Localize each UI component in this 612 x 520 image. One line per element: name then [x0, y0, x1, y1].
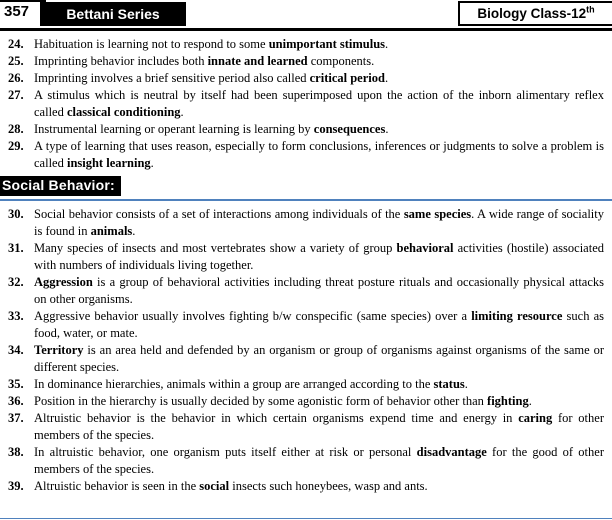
item-text: Imprinting behavior includes both innate and learned components.	[34, 54, 375, 68]
item-text: A type of learning that uses reason, especially to form conclusions, inferences or judgments to solve a problem is called insight learning.	[34, 139, 604, 170]
list-item	[0, 138, 612, 172]
item-number: 32.	[8, 275, 24, 289]
item-text: In altruistic behavior, one organism puts itself either at risk or personal disadvantage for the good of other members of the species.	[34, 445, 604, 476]
item-text: Instrumental learning or operant learning is learning by consequences.	[34, 122, 389, 136]
list-item	[0, 36, 612, 53]
item-number: 24.	[8, 37, 24, 51]
item-number: 26.	[8, 71, 24, 85]
item-text: A stimulus which is neutral by itself had been superimposed upon the action of the inborn alimentary reflex called classical conditioning.	[34, 88, 604, 119]
item-number: 34.	[8, 343, 24, 357]
list-item	[0, 478, 612, 495]
class-badge	[458, 1, 612, 26]
item-number: 37.	[8, 411, 24, 425]
item-text: Position in the hierarchy is usually decided by some agonistic form of behavior other than fighting.	[34, 394, 532, 408]
item-number: 28.	[8, 122, 24, 136]
item-text: Social behavior consists of a set of interactions among individuals of the same species. A wide range of sociality is found in animals.	[34, 207, 604, 238]
page-content	[0, 31, 612, 495]
item-number: 35.	[8, 377, 24, 391]
list-item	[0, 376, 612, 393]
item-number: 25.	[8, 54, 24, 68]
series-badge	[40, 2, 186, 26]
section-heading: Social Behavior:	[0, 176, 121, 196]
class-title: Biology Class-12th	[477, 4, 595, 21]
item-text: Altruistic behavior is the behavior in which certain organisms expend time and energy in caring for other members of the species.	[34, 411, 604, 442]
item-text: Altruistic behavior is seen in the social insects such honeybees, wasp and ants.	[34, 479, 428, 493]
item-text: Many species of insects and most vertebrates show a variety of group behavioral activities (hostile) associated with numbers of individuals living together.	[34, 241, 604, 272]
item-text: Imprinting involves a brief sensitive period also called critical period.	[34, 71, 389, 85]
page-header	[0, 0, 612, 31]
item-text: Habituation is learning not to respond to some unimportant stimulus.	[34, 37, 389, 51]
notes-list-social	[0, 201, 612, 495]
class-title-superscript: th	[586, 4, 595, 15]
item-number: 38.	[8, 445, 24, 459]
series-title: Bettani Series	[66, 6, 160, 22]
item-number: 33.	[8, 309, 24, 323]
page-number: 357	[4, 3, 30, 20]
item-number: 36.	[8, 394, 24, 408]
list-item	[0, 274, 612, 308]
list-item	[0, 308, 612, 342]
list-item	[0, 70, 612, 87]
item-text: Aggression is a group of behavioral activities including threat posture rituals and occasionally physical attacks on other organisms.	[34, 275, 604, 306]
item-text: Territory is an area held and defended by an organism or group of organisms against organisms of the same or different species.	[34, 343, 604, 374]
list-item	[0, 444, 612, 478]
footer-rule	[0, 518, 612, 519]
list-item	[0, 121, 612, 138]
notes-list-learning	[0, 31, 612, 172]
list-item	[0, 393, 612, 410]
list-item	[0, 206, 612, 240]
item-text: Aggressive behavior usually involves fighting b/w conspecific (same species) over a limiting resource such as food, water, or mate.	[34, 309, 605, 340]
list-item	[0, 342, 612, 376]
item-number: 39.	[8, 479, 24, 493]
item-text: In dominance hierarchies, animals within a group are arranged according to the status.	[34, 377, 468, 391]
list-item	[0, 53, 612, 70]
list-item	[0, 87, 612, 121]
list-item	[0, 240, 612, 274]
item-number: 31.	[8, 241, 24, 255]
item-number: 29.	[8, 139, 24, 153]
item-number: 27.	[8, 88, 24, 102]
list-item	[0, 410, 612, 444]
item-number: 30.	[8, 207, 24, 221]
